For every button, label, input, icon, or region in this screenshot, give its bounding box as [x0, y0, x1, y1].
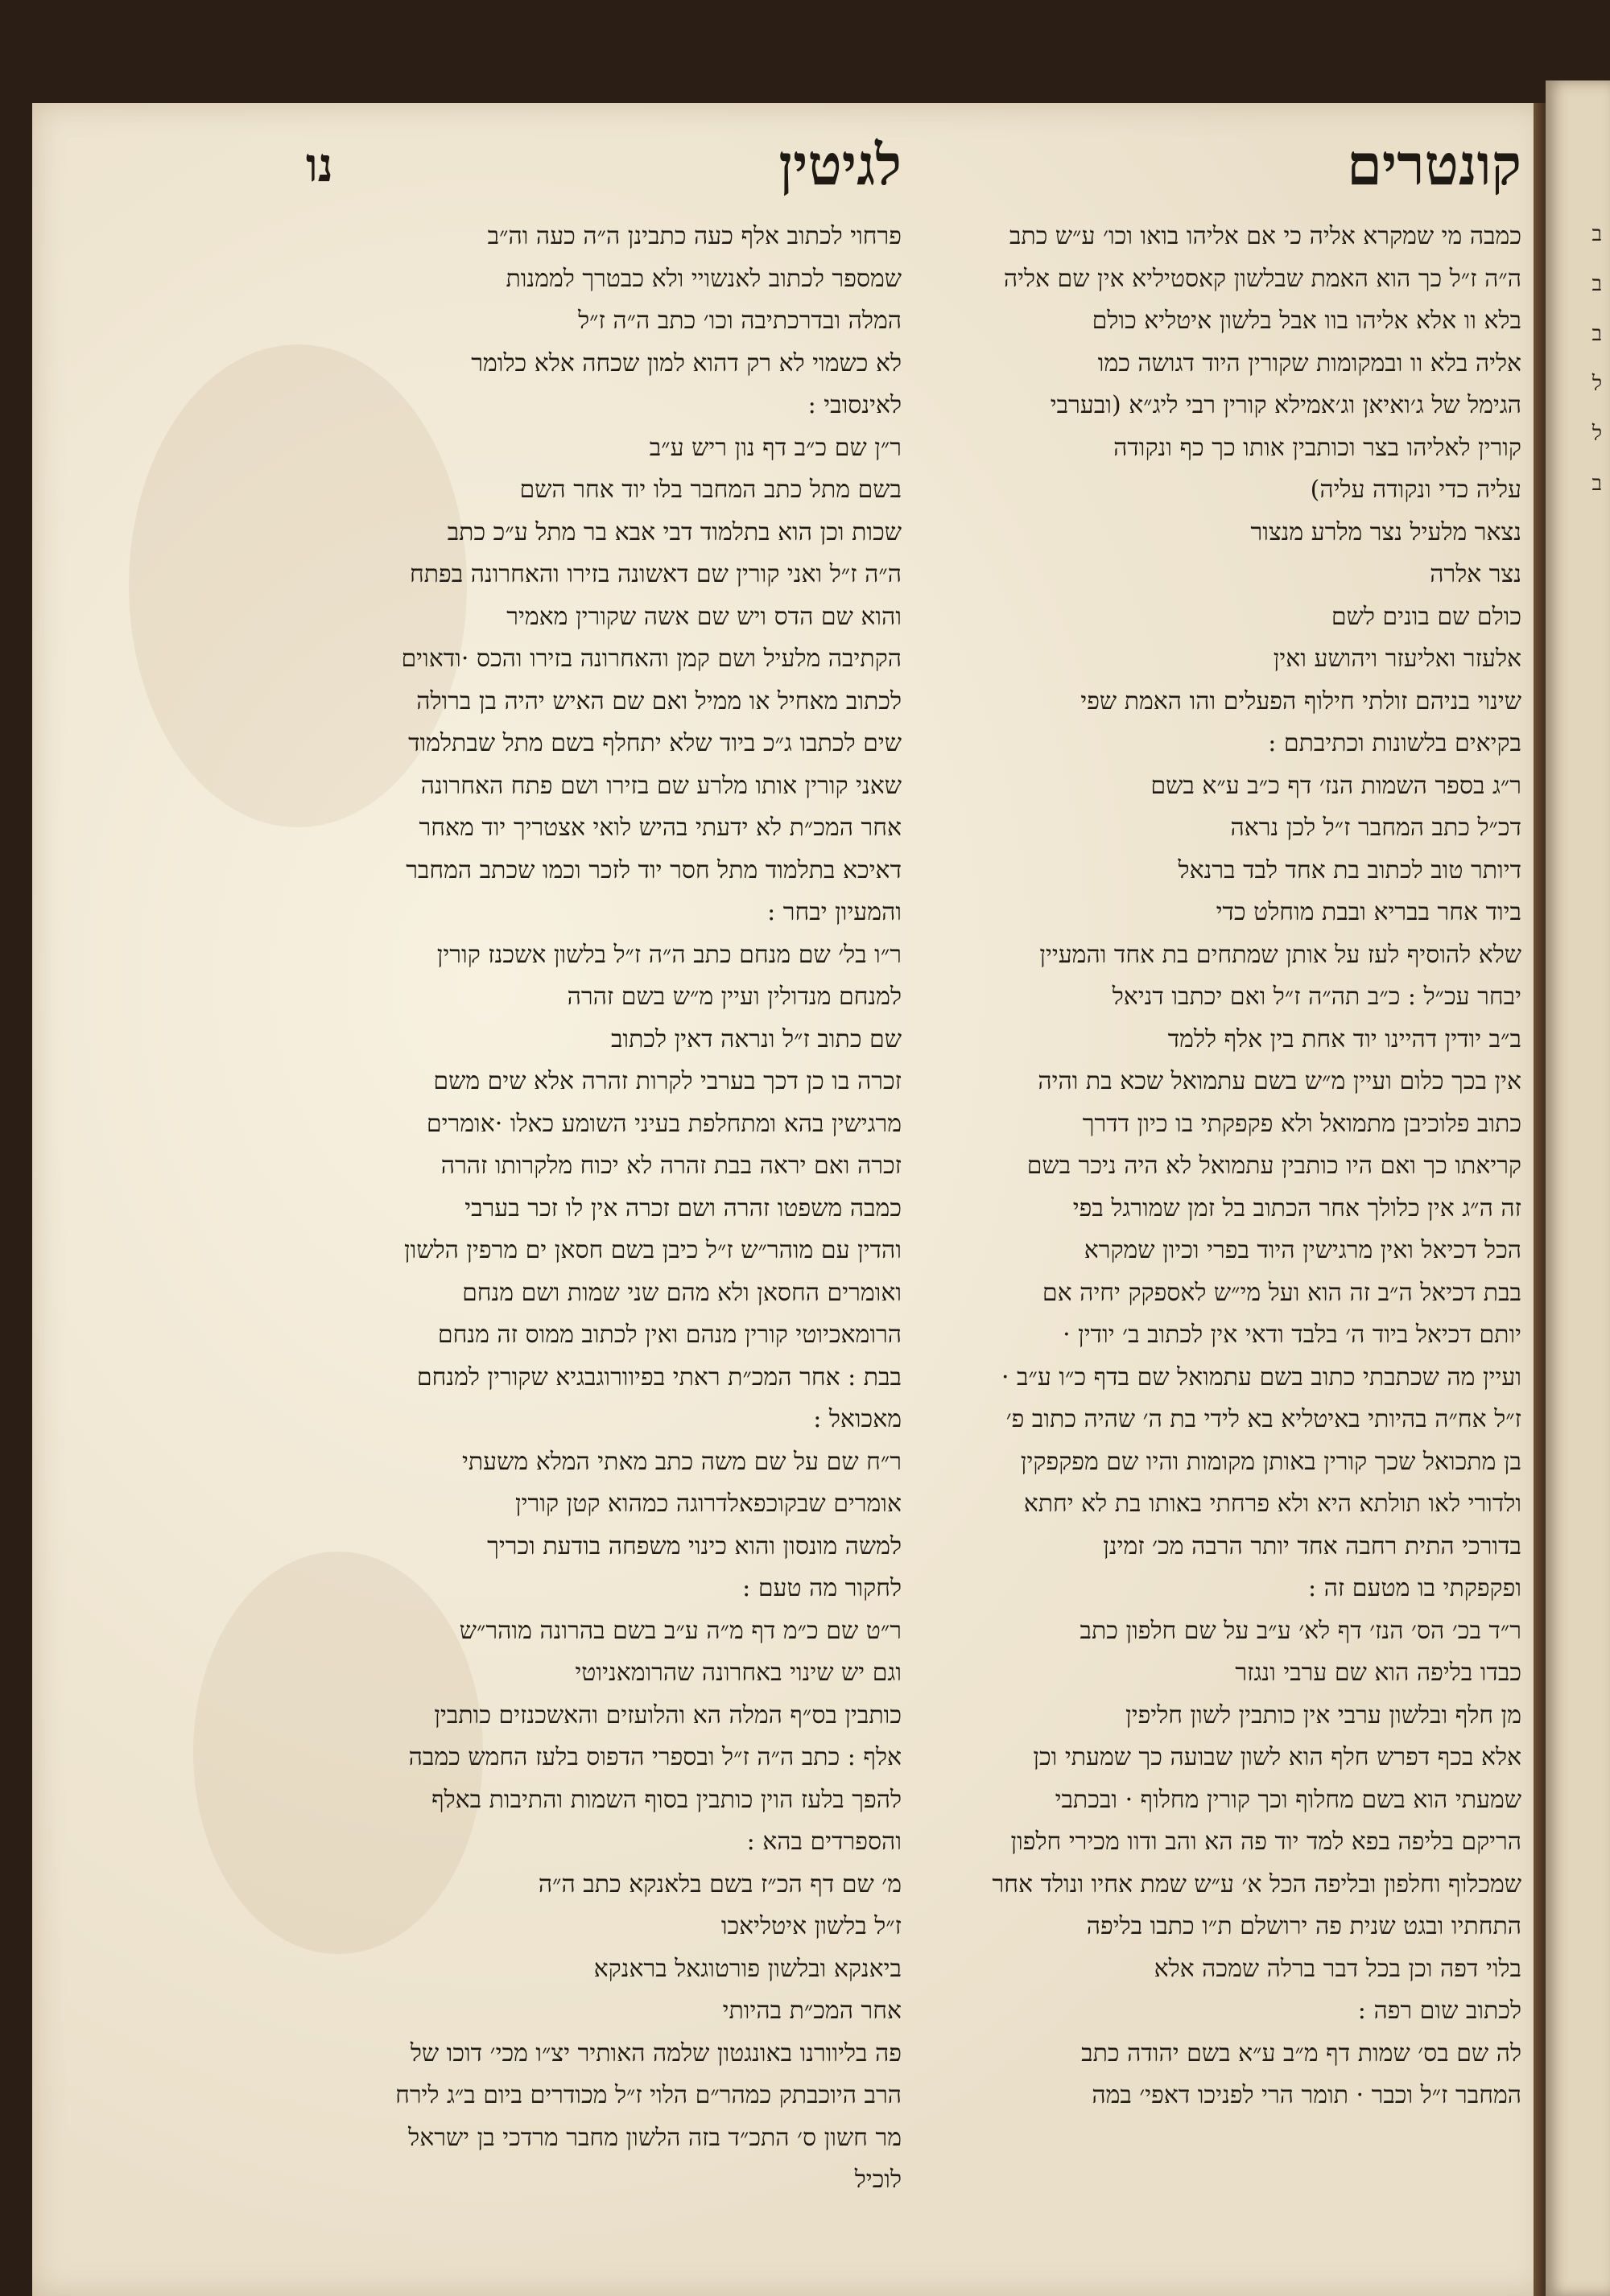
text-line: קורין לאליהו בצר וכותבין אותו כך כף ונקודה — [1113, 433, 1521, 462]
text-line: כותבין בס״ף המלה הא והלועזים והאשכנזים כותבין — [434, 1700, 902, 1729]
text-line: שאני קורין אותו מלרע שם בזירו ושם פתח האחרונה — [420, 771, 902, 800]
text-line: דאיכא בתלמוד מתל חסר יוד לזכר וכמו שכתב המחבר — [406, 855, 902, 884]
right-title: קונטרים — [1347, 131, 1521, 198]
text-line: בלא וו אלא אליהו בוו אבל בלשון איטליא כולם — [1092, 307, 1521, 335]
text-line: דיותר טוב לכתוב בת אחד לבד ברנאל — [1178, 855, 1521, 884]
text-line: שמעתי הוא בשם מחלוף וכך קורין מחלוף · ובכתבי — [1055, 1785, 1521, 1814]
text-line: הגימל של ג׳ואיאן וג׳אמילא קורין רבי ליג״א (ובערבי — [1050, 391, 1521, 419]
text-line: ואומרים החסאן ולא מהם שני שמות ושם מנחם — [462, 1278, 902, 1307]
text-line: לאינסובי : — [807, 391, 902, 419]
text-line: ז״ל אח״ה בהיותי באיטליא בא לידי בת ה׳ שהיה כתוב פ׳ — [1005, 1405, 1521, 1433]
text-line: הריקם בליפה בפא למד יוד פה הא והב ודוו מכירי חלפון — [1010, 1828, 1521, 1856]
text-line: התחתיו ובגט שנית פה ירושלם ת״ו כתבו בליפה — [1086, 1912, 1521, 1940]
text-line: שים לכתבו ג״כ ביוד שלא יתחלף בשם מתל שבתלמוד — [408, 729, 902, 757]
text-line: אחר המכ״ת לא ידעתי בהיש לואי אצטריך יוד מאחר — [419, 814, 902, 842]
text-line: שמספר לכתוב לאנשויי ולא כבטרך לממנות — [506, 264, 902, 293]
text-line: ר״ח שם על שם משה כתב מאתי המלא משעתי — [462, 1447, 902, 1476]
text-line: קריאתו כך ואם היו כותבין עתמואל לא היה ניכר בשם — [1026, 1152, 1521, 1180]
text-line: לחקור מה טעם : — [742, 1574, 902, 1602]
text-line: ועיין מה שכתבתי כתוב בשם עתמואל שם בדף כ״ו ע״ב · — [1001, 1362, 1521, 1391]
text-line: ביוד אחר בבריא ובבת מוחלט כדי — [1216, 898, 1521, 926]
text-line: שלא להוסיף לעז על אותן שמתחים בת אחד והמעיין — [1039, 940, 1521, 969]
text-line: הכל דכיאל ואין מרגישין היוד בפרי וכיון שמקרא — [1084, 1236, 1521, 1264]
text-line: שינוי בניהם זולתי חילוף הפעלים והו האמת שפי — [1080, 686, 1521, 715]
text-line: ר״ג בספר השמות הנז׳ דף כ״ב ע״א בשם — [1150, 771, 1521, 800]
text-line: ר״ט שם כ״מ דף מ״ה ע״ב בשם בהרונה מוהר״ש — [459, 1616, 902, 1645]
text-line: בבת : אחר המכ״ת ראתי בפיוורוגבגיא שקורין למנחם — [416, 1362, 902, 1391]
text-line: כמבה משפטו זהרה ושם זכרה אין לו זכר בערבי — [464, 1193, 902, 1222]
edge-glyph: ב — [1591, 322, 1602, 346]
adjacent-page-text — [1570, 209, 1602, 509]
text-line: בבת דכיאל ה״ב זה הוא ועל מי״ש לאספקק יחיה אם — [1042, 1278, 1521, 1307]
text-line: כבדו בליפה הוא שם ערבי ונגזר — [1235, 1659, 1521, 1687]
text-line: והוא שם הדס ויש שם אשה שקורין מאמיר — [506, 602, 902, 631]
text-line: נצר אלרה — [1430, 560, 1521, 588]
text-line: ב״ב יודין דהיינו יוד אחת בין אלף ללמד — [1167, 1024, 1521, 1053]
text-line: והדין עם מוהר״ש ז״ל כיבן בשם חסאן ים מרפין הלשון — [404, 1236, 902, 1264]
text-line: כתוב פלוכיבן מתמואל ולא פקפקתי בו כיון דדרך — [1082, 1109, 1521, 1138]
text-line: הקתיבה מלעיל ושם קמן והאחרונה בזירו והכס ·ודאוים — [401, 645, 902, 673]
text-line: שם כתוב ז״ל ונראה דאין לכתוב — [610, 1024, 902, 1053]
text-line: בקיאים בלשונות וכתיבתם : — [1268, 729, 1521, 757]
text-line: ר״ו בל׳ שם מנחם כתב ה״ה ז״ל בלשון אשכנז קורין — [436, 940, 902, 969]
edge-glyph: ל — [1591, 422, 1602, 446]
text-line: פרחוי לכתוב אלף כעה כתבינן ה״ה כעה וה״ב — [487, 222, 902, 250]
text-line: ז״ל בלשון איטליאכו — [720, 1912, 902, 1940]
text-line: לה שם בס׳ שמות דף מ״ב ע״א בשם יהודה כתב — [1081, 2038, 1521, 2067]
text-line: נצאר מלעיל נצר מלרע מנצור — [1250, 517, 1521, 546]
left-column — [306, 129, 902, 2202]
text-line: ה״ה ז״ל ואני קורין שם דאשונה בזירו והאחרונה בפתח — [409, 560, 902, 588]
text-line: הרומאכיוטי קורין מנהם ואין לכתוב ממוס זה מנחם — [437, 1321, 902, 1349]
text-line: כמבה מי שמקרא אליה כי אם אליהו בואו וכו׳ ע״ש כתב — [1009, 222, 1521, 250]
text-line: עליה כדי ונקודה עליה) — [1310, 476, 1521, 504]
text-line: שמכלוף וחלפון ובליפה הכל א׳ ע״ש שמת אחיו ונולד אחר — [992, 1869, 1521, 1898]
text-line: לוכיל — [854, 2166, 902, 2194]
text-line: יבחר עכ״ל : כ״ב תה״ה ז״ל ואם יכתבו דניאל — [1112, 983, 1521, 1011]
text-line: מן חלף ובלשון ערבי אין כותבין לשון חליפין — [1125, 1700, 1521, 1729]
text-line: ופקפקתי בו מטעם זה : — [1308, 1574, 1521, 1602]
text-line: בלוי דפה וכן בכל דבר ברלה שמכה אלא — [1154, 1954, 1521, 1983]
text-line: זה ה״ג אין כלולך אחר הכתוב בל זמן שמורגל בפי — [1072, 1193, 1521, 1222]
text-line: דכ״ל כתב המחבר ז״ל לכן נראה — [1230, 814, 1521, 842]
text-line: שכות וכן הוא בתלמוד דבי אבא בר מתל ע״כ כתב — [447, 517, 902, 546]
text-line: מאכואל : — [813, 1405, 902, 1433]
edge-glyph: ב — [1591, 272, 1602, 296]
text-line: למשה מונסון והוא כינוי משפחה בודעת וכריך — [487, 1531, 902, 1560]
text-line: אין בכך כלום ועיין מ״ש בשם עתמואל שכא בת והיה — [1038, 1067, 1521, 1095]
text-line: המחבר ז״ל וכבר · תומר הרי לפניכו דאפי׳ במה — [1092, 2081, 1521, 2109]
text-line: לכתוב מאחיל או ממיל ואם שם האיש יהיה בן ברולה — [416, 686, 902, 715]
text-line: אחר המכ״ת בהיותי — [722, 1997, 902, 2025]
text-line: אלא בכף דפרש חלף הוא לשון שבועה כך שמעתי וכן — [1033, 1743, 1521, 1771]
text-line: יותם דכיאל ביוד ה׳ בלבד ודאי אין לכתוב ב׳ יודין · — [1063, 1321, 1521, 1349]
text-line: לא כשמוי לא רק דהוא למון שכחה אלא כלומר — [471, 348, 902, 377]
text-line: זכרה בו כן דכך בערבי לקרות זהרה אלא שים משם — [433, 1067, 902, 1095]
text-line: בדורכי התית רחבה אחד יותר הרבה מכ׳ זמינן — [1103, 1531, 1521, 1560]
text-line: ר״ד בכ׳ הס׳ הנז׳ דף לא׳ ע״ב על שם חלפון כתב — [1080, 1616, 1521, 1645]
page-number: נו — [306, 138, 333, 192]
text-line: מ׳ שם דף הכ״ז בשם בלאנקא כתב ה״ה — [538, 1869, 902, 1898]
text-line: המלה ובדרכתיבה וכו׳ כתב ה״ה ז״ל — [578, 307, 902, 335]
text-line: פה בליוורנו באונגטון שלמה האותיר יצ״ו מכי׳ דוכו של — [410, 2038, 902, 2067]
edge-glyph: ב — [1591, 472, 1602, 496]
text-line: לכתוב שום רפה : — [1357, 1997, 1521, 2025]
text-line: והמעיון יבחר : — [767, 898, 902, 926]
text-line: והספרדים בהא : — [746, 1828, 902, 1856]
text-line: מרגישין בהא ומתחלפת בעיני השומע כאלו ·אומרים — [426, 1109, 902, 1138]
text-line: זכרה ואם יראה בבת זהרה לא יכוח מלקרותו זהרה — [440, 1152, 902, 1180]
text-line: בשם מתל כתב המחבר בלו יוד אחר השם — [519, 476, 902, 504]
text-line: אלף : כתב ה״ה ז״ל ובספרי הדפוס בלעז החמש כמבה — [408, 1743, 902, 1771]
left-column-text — [306, 216, 902, 2202]
text-line: ר״ן שם כ״ב דף נון ריש ע״ב — [649, 433, 902, 462]
right-column-header — [910, 129, 1521, 201]
text-line: בן מתכואל שכך קורין באותן מקומות והיו שם מפקפקין — [1020, 1447, 1521, 1476]
text-line: להפך בלעז הוין כותבין בסוף השמות והתיבות באלף — [431, 1785, 902, 1814]
text-line: הרב היוכבתק כמהר״ם הלוי ז״ל מכודרים ביום ב״ג לירח — [395, 2081, 902, 2109]
left-column-header — [306, 129, 902, 201]
text-line: אומרים שבקוכפאלדרוגה כמהוא קטן קורין — [515, 1490, 902, 1518]
text-line: ולדורי לאו תולתא היא ולא פרחתי באותו בת לא יחתא — [1023, 1490, 1521, 1518]
text-line: ביאנקא ובלשון פורטוגאל בראנקא — [593, 1954, 902, 1983]
text-line: ה״ה ז״ל כך הוא האמת שבלשון קאסטיליא אין שם אליה — [1003, 264, 1521, 293]
left-title: לגיטין — [778, 131, 902, 198]
text-line: למנחם מנדולין ועיין מ״ש בשם זהרה — [567, 983, 902, 1011]
text-line: וגם יש שינוי באחרונה שהרומאניוטי — [575, 1659, 902, 1687]
right-column-text — [910, 216, 1521, 2117]
text-line: מר חשון ס׳ התכ״ד בזה הלשון מחבר מרדכי בן ישראל — [408, 2123, 902, 2152]
text-line: אליה בלא וו ובמקומות שקורין היוד דגושה כמו — [1097, 348, 1521, 377]
right-column — [910, 129, 1521, 2117]
edge-glyph: ב — [1591, 222, 1602, 246]
text-line: אלעזר ואליעזר ויהושע ואין — [1273, 645, 1521, 673]
edge-glyph: ל — [1591, 372, 1602, 396]
text-line: כולם שם בונים לשם — [1331, 602, 1521, 631]
